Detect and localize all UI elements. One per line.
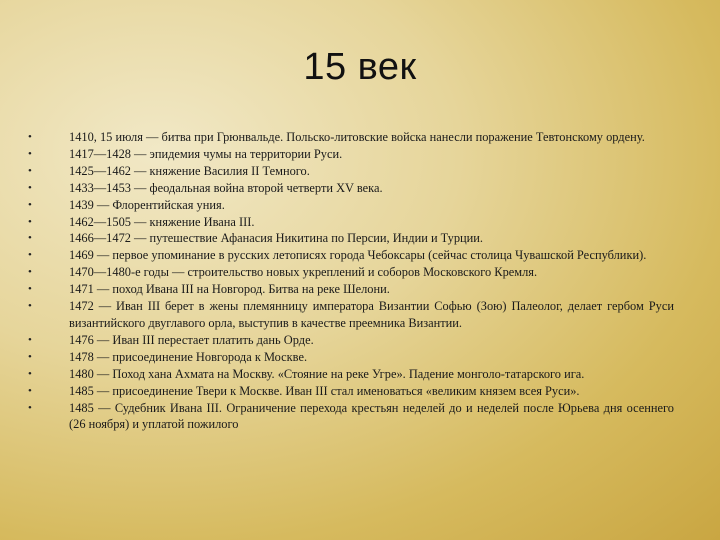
list-item <box>28 230 674 247</box>
bullet-icon: • <box>28 232 32 245</box>
bullet-icon: • <box>28 198 32 211</box>
list-item-text: 1417—1428 — эпидемия чумы на территории Руси. <box>69 146 343 161</box>
list-item-text: 1485 — Судебник Ивана III. Ограничение перехода крестьян неделей до и неделей после Юрьева дня осеннего (26 ноября) и уплатой пожилого <box>69 400 674 432</box>
list-item-text: 1469 — первое упоминание в русских летописях города Чебоксары (сейчас столица Чувашской Республики). <box>69 248 647 263</box>
list-item <box>28 247 674 264</box>
list-item <box>28 129 674 146</box>
list-item-text: 1425—1462 — княжение Василия II Темного. <box>69 163 310 178</box>
list-item-text: 1410, 15 июля — битва при Грюнвальде. Польско-литовские войска нанесли поражение Тевтонскому ордену. <box>69 130 645 144</box>
list-item <box>28 163 674 180</box>
bullet-icon: • <box>28 401 32 414</box>
list-item <box>28 298 674 332</box>
list-item-text: 1480 — Поход хана Ахмата на Москву. «Стояние на реке Угре». Падение монголо-татарского ига. <box>69 366 585 381</box>
list-item <box>28 214 674 231</box>
bullet-icon: • <box>28 181 32 194</box>
list-item-text: 1472 — Иван III берет в жены племянницу императора Византии Софью (Зою) Палеолог, делает гербом Руси византийского двуглавого орла, выступив в качестве преемника Византии. <box>69 299 674 330</box>
list-item <box>28 146 674 163</box>
slide-title: 15 век <box>303 46 417 88</box>
bullet-icon: • <box>28 367 32 380</box>
list-item <box>28 349 674 366</box>
list-item-text: 1433—1453 — феодальная война второй четверти XV века. <box>69 180 383 195</box>
bullet-icon: • <box>28 131 32 143</box>
list-item-text: 1466—1472 — путешествие Афанасия Никитина по Персии, Индии и Турции. <box>69 231 484 246</box>
list-item <box>28 180 674 197</box>
timeline-list <box>28 129 674 433</box>
bullet-icon: • <box>28 215 32 228</box>
bullet-icon: • <box>28 249 32 262</box>
list-item-text: 1471 — поход Ивана III на Новгород. Битва на реке Шелони. <box>69 282 390 297</box>
bullet-icon: • <box>28 147 32 160</box>
bullet-icon: • <box>28 384 32 397</box>
bullet-icon: • <box>28 164 32 177</box>
list-item-text: 1476 — Иван III перестает платить дань Орде. <box>69 332 314 347</box>
list-item-text: 1439 — Флорентийская уния. <box>69 197 225 212</box>
list-item <box>28 197 674 214</box>
bullet-icon: • <box>28 333 32 346</box>
list-item <box>28 264 674 281</box>
list-item-text: 1470—1480-е годы — строительство новых укреплений и соборов Московского Кремля. <box>69 265 538 280</box>
bullet-icon: • <box>28 266 32 279</box>
list-item-text: 1462—1505 — княжение Ивана III. <box>69 214 255 229</box>
list-item-text: 1485 — присоединение Твери к Москве. Иван III стал именоваться «великим князем всея Руси». <box>69 383 580 398</box>
bullet-icon: • <box>28 283 32 296</box>
list-item <box>28 366 674 383</box>
list-item <box>28 281 674 298</box>
list-item <box>28 400 674 434</box>
list-item <box>28 383 674 400</box>
list-item-text: 1478 — присоединение Новгорода к Москве. <box>69 349 308 364</box>
list-item <box>28 332 674 349</box>
bullet-icon: • <box>28 300 32 313</box>
bullet-icon: • <box>28 350 32 363</box>
